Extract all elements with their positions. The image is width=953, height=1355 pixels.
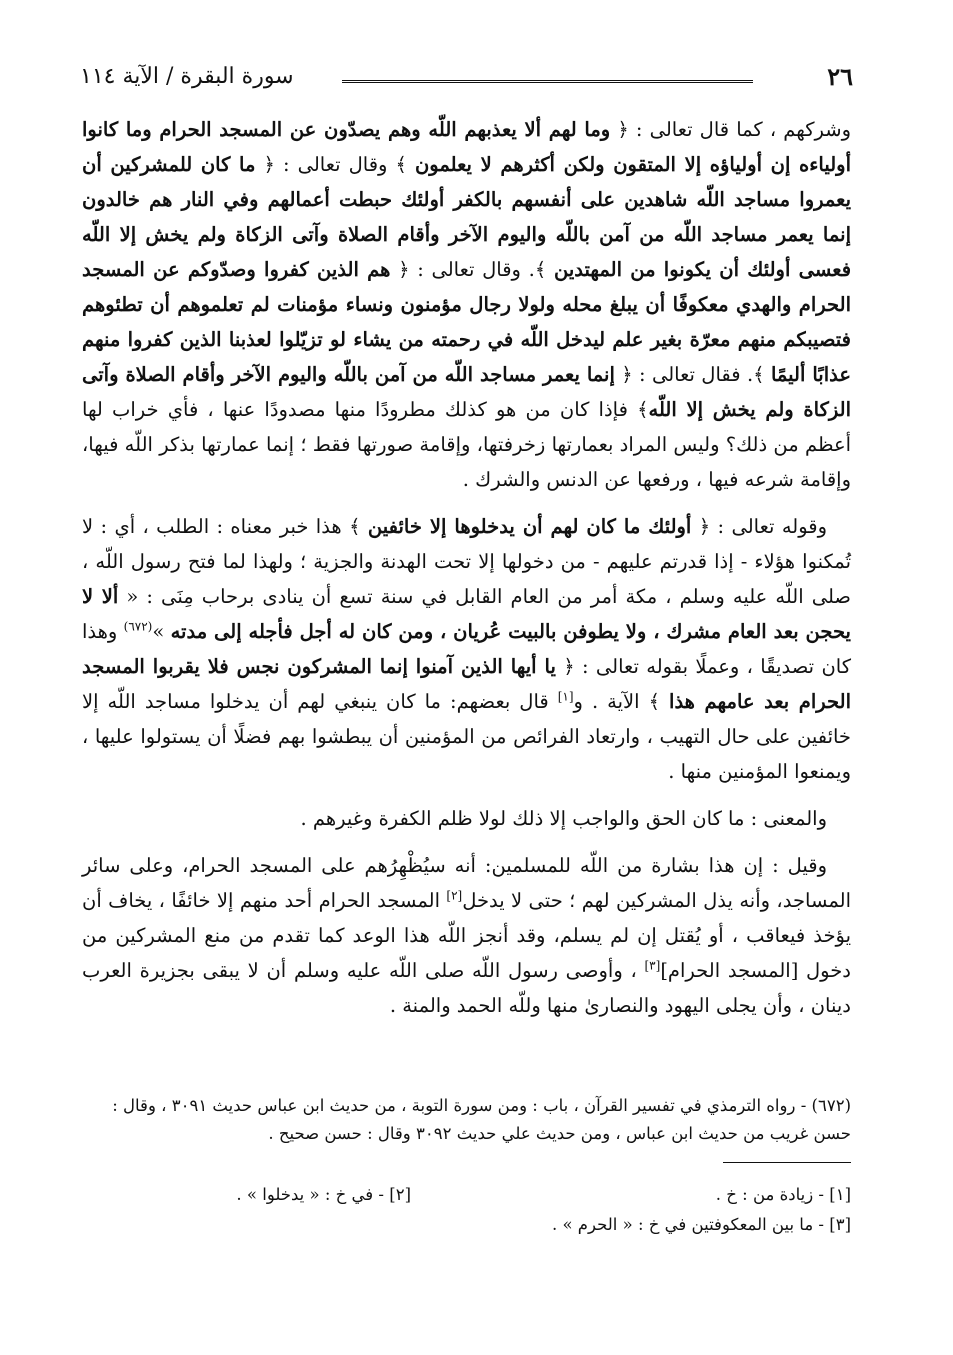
footnote-marker: [١]	[557, 689, 574, 704]
footnote-672: (٦٧٢) - رواه الترمذي في تفسير القرآن ، باب : ومن سورة التوبة ، من حديث ابن عباس حديث ٣٠٩١ ، وقال : حسن غريب من حديث ابن عباس ، ومن حديث علي حديث ٣٠٩٢ وقال : حسن صحيح .	[112, 1096, 851, 1143]
text-run: وشركهم ، كما قال تعالى :	[628, 118, 852, 141]
main-text	[82, 112, 851, 1035]
verse-bracket: ﴾	[534, 258, 554, 281]
text-run: وهذا كان تصديقًا ، وعملًا بقوله تعالى :	[82, 620, 852, 678]
verse-bracket: ﴾	[349, 515, 368, 538]
text-run: والمعنى : ما كان الحق والواجب إلا ذلك لولا ظلم الكفرة وغيرهم .	[300, 807, 827, 830]
footnote-rule	[723, 1162, 851, 1163]
verse-bracket: ﴿	[614, 363, 633, 386]
critical-row-1	[100, 1180, 851, 1210]
text-run: وقيل : إن هذا بشارة من اللّه للمسلمين: أنه سيُظْهِرُهم على المسجد الحرام، وعلى سائر المساجد، وأنه يذل المشركين لهم ؛ حتى لا يدخل	[82, 854, 851, 912]
verse-bracket: ﴾	[637, 398, 649, 421]
text-run: . وقال تعالى :	[409, 258, 535, 281]
paragraph-2	[82, 509, 851, 789]
text-run: وقال تعالى :	[274, 153, 396, 176]
hadith-text: ألا لا يحجن بعد العام مشرك ، ولا يطوفن بالبيت عُريان ، ومن كان له أجل فأجله إلى مدته	[82, 585, 851, 643]
quran-verse: أولئك ما كان لهم أن يدخلوها إلا خائفين	[367, 515, 692, 538]
text-run: فإذا كان من هو كذلك مطرودًا منها مصدودًا عنها ، فأي خراب لها أعظم من ذلك؟ وليس المراد بعمارتها زخرفتها، وإقامة صورتها فقط ؛ إنما عمارتها بذكر اللّه فيها، وإقامة شرعه فيها ، ورفعها عن الدنس والشرك .	[82, 398, 851, 491]
text-run: المسجد الحرام أحد منهم إلا خائفًا ، يخاف أن يؤخذ فيعاقب ، أو يُقتل إن لم يسلم، وقد أنجز اللّه هذا الوعد كما تقدم من منع المشركين من دخول [المسجد الحرام]	[82, 889, 851, 982]
verse-bracket: ﴿	[255, 153, 275, 176]
verse-bracket: ﴾	[648, 690, 670, 713]
text-run: الآية . و	[573, 690, 649, 713]
quran-verse: إنما يعمر مساجد اللّه من آمن باللّه واليوم الآخر وأقام الصلاة وآتى الزكاة ولم يخش إلا اللّه	[82, 363, 851, 421]
verse-bracket: ﴿	[555, 655, 575, 678]
critical-apparatus	[100, 1180, 851, 1240]
footnote-marker: (٦٧٢)	[123, 619, 153, 634]
paragraph-1	[82, 112, 851, 497]
quran-verse: يا أيها الذين آمنوا إنما المشركون نجس فلا يقربوا المسجد الحرام بعد عامهم هذا	[82, 655, 852, 713]
text-run: »	[152, 620, 171, 643]
page-number: ٢٦	[827, 62, 853, 91]
paragraph-4	[82, 848, 851, 1023]
quran-verse: وما لهم ألا يعذبهم اللّه وهم يصدّون عن المسجد الحرام وما كانوا أولياءه إن أولياؤه إلا المتقون ولكن أكثرهم لا يعلمون	[82, 118, 852, 176]
running-title: سورة البقرة / الآية ١١٤	[80, 64, 294, 89]
critical-note-3: [٣] - ما بين المعكوفتين في خ : « الحرم » .	[551, 1215, 851, 1234]
verse-bracket: ﴾	[395, 153, 415, 176]
header-rule	[342, 80, 753, 83]
text-run: ، وأوصى رسول اللّه صلى اللّه عليه وسلم أن لا يبقى بجزيرة العرب دينان ، وأن يجلى اليهود والنصارىٰ منها وللّه الحمد والمنة .	[82, 959, 851, 1017]
text-run: . فقال تعالى :	[632, 363, 754, 386]
critical-note-1: [١] - زيادة من : خ .	[715, 1185, 851, 1204]
page-header	[80, 58, 853, 98]
verse-bracket: ﴿	[610, 118, 629, 141]
critical-note-2: [٢] - في خ : « يدخلوا » .	[236, 1185, 411, 1204]
verse-bracket: ﴾	[753, 363, 771, 386]
verse-bracket: ﴿	[390, 258, 410, 281]
footnote-marker: [٣]	[644, 958, 661, 973]
footnote-marker: [٢]	[446, 888, 463, 903]
verse-bracket: ﴿	[691, 515, 711, 538]
text-run: وقوله تعالى :	[710, 515, 828, 538]
text-run: قال بعضهم: ما كان ينبغي لهم أن يدخلوا مساجد اللّه إلا خائفين على حال التهيب ، وارتعاد الفرائص من المؤمنين أن يبطشوا بهم فضلًا أن يستولوا عليها ، ويمنعوا المؤمنين منها .	[82, 690, 851, 783]
text-run: هذا خبر معناه : الطلب ، أي : لا تُمكنوا هؤلاء - إذا قدرتم عليهم - من دخولها إلا تحت الهدنة والجزية ؛ ولهذا لما فتح رسول اللّه ، صلى اللّه عليه وسلم ، مكة أمر من العام القابل في سنة تسع أن ينادى برحاب مِنَى : «	[82, 515, 851, 608]
quran-verse: ما كان للمشركين أن يعمروا مساجد اللّه شاهدين على أنفسهم بالكفر أولئك حبطت أعمالهم وفي النار هم خالدون إنما يعمر مساجد اللّه من آمن باللّه واليوم الآخر وأقام الصلاة وآتى الزكاة ولم يخش إلا اللّه فعسى أولئك أن يكونوا من المهتدين	[82, 153, 852, 281]
paragraph-3	[82, 801, 851, 836]
critical-row-2	[100, 1210, 851, 1240]
quran-verse: هم الذين كفروا وصدّوكم عن المسجد الحرام والهدي معكوفًا أن يبلغ محله ولولا رجال مؤمنون ونساء مؤمنات لم تعلموهم أن تطئوهم فتصيبكم منهم معرّة بغير علم ليدخل اللّه في رحمته من يشاء لو تزيّلوا لعذبنا الذين كفروا منهم عذابًا أليمًا	[82, 258, 852, 386]
